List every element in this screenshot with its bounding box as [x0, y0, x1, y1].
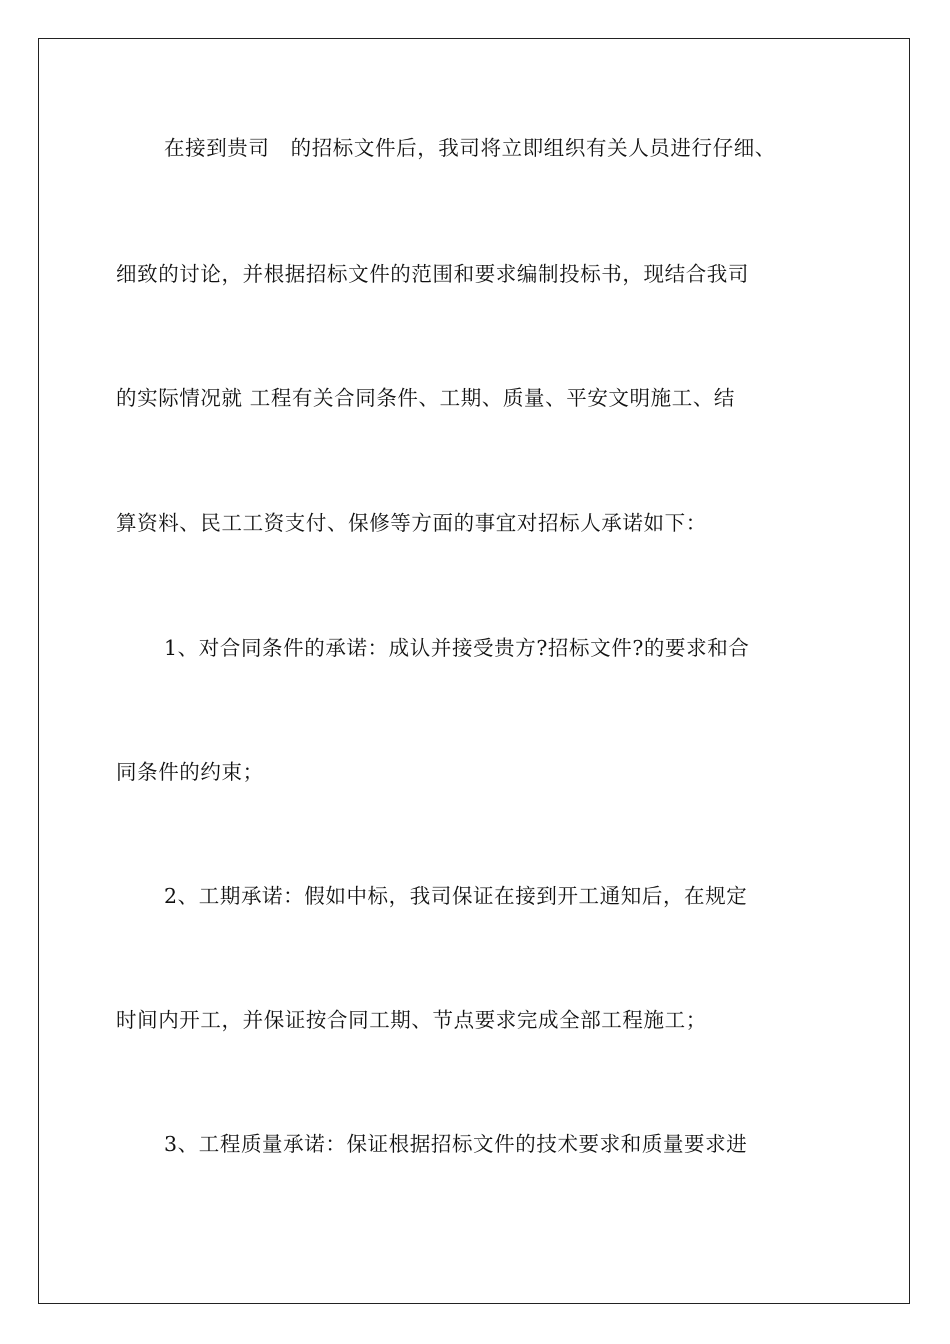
commitment-item-1-line-1: 1、对合同条件的承诺：成认并接受贵方?招标文件?的要求和合	[164, 636, 750, 660]
commitment-item-2-line-1: 2、工期承诺：假如中标，我司保证在接到开工通知后，在规定	[164, 884, 748, 908]
body-paragraph-line-2: 细致的讨论，并根据招标文件的范围和要求编制投标书，现结合我司	[116, 262, 749, 286]
body-paragraph-line-1: 在接到贵司 的招标文件后，我司将立即组织有关人员进行仔细、	[164, 136, 776, 160]
commitment-item-1-line-2: 同条件的约束；	[116, 760, 264, 784]
body-paragraph-line-4: 算资料、民工工资支付、保修等方面的事宜对招标人承诺如下：	[116, 511, 707, 535]
body-paragraph-line-3: 的实际情况就 工程有关合同条件、工期、质量、平安文明施工、结	[116, 386, 736, 410]
commitment-item-3-line-1: 3、工程质量承诺：保证根据招标文件的技术要求和质量要求进	[164, 1132, 748, 1156]
commitment-item-2-line-2: 时间内开工，并保证按合同工期、节点要求完成全部工程施工；	[116, 1008, 707, 1032]
page-frame	[38, 38, 910, 1304]
